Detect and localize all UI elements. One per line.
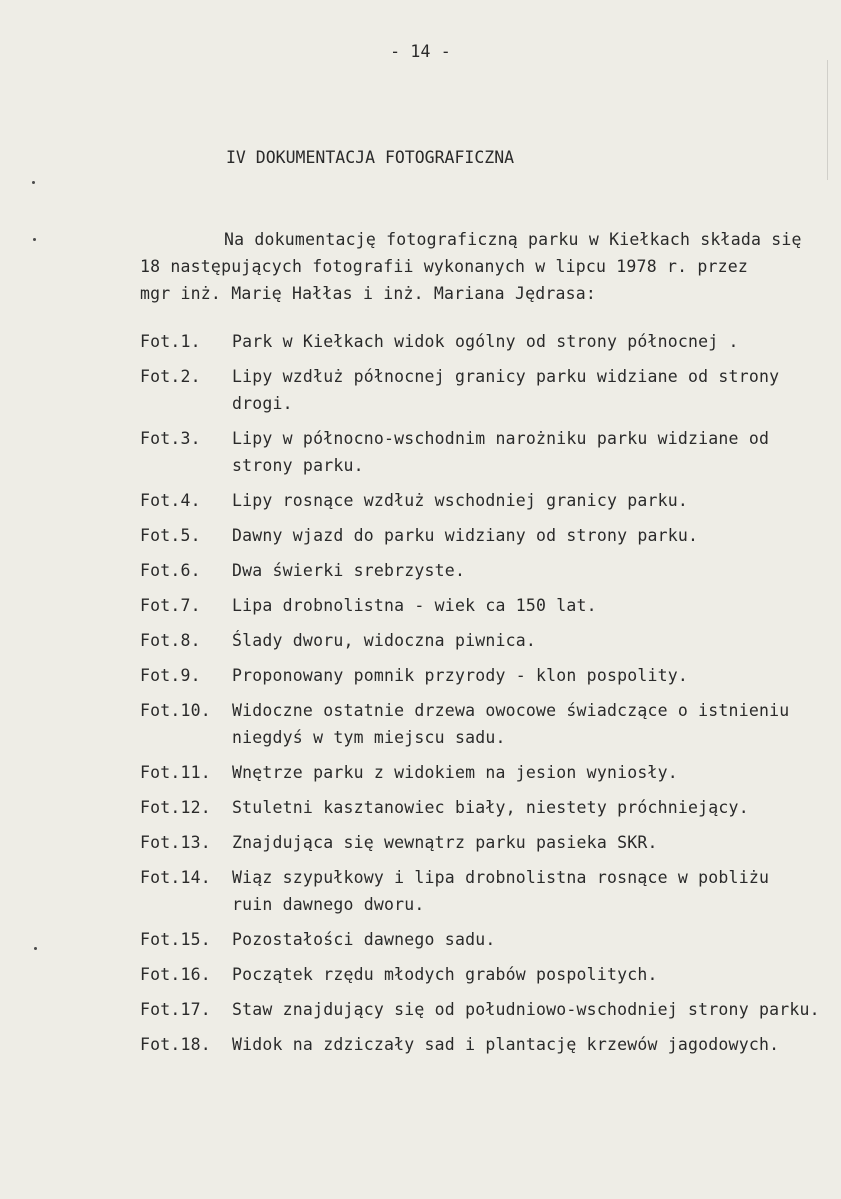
photo-label: Fot.12. xyxy=(140,798,211,817)
photo-item xyxy=(140,961,836,988)
photo-item xyxy=(140,794,836,821)
photo-label: Fot.16. xyxy=(140,965,211,984)
photo-label: Fot.1. xyxy=(140,332,201,351)
photo-label: Fot.18. xyxy=(140,1035,211,1054)
photo-item xyxy=(140,328,836,355)
photo-description-line: Widoczne ostatnie drzewa owocowe świadczące o istnieniu xyxy=(232,701,790,720)
photo-label: Fot.10. xyxy=(140,701,211,720)
photo-label: Fot.8. xyxy=(140,631,201,650)
photo-label: Fot.3. xyxy=(140,429,201,448)
photo-description xyxy=(232,926,836,953)
photo-description-line: Stuletni kasztanowiec biały, niestety próchniejący. xyxy=(232,798,749,817)
photo-description-line: Lipy wzdłuż północnej granicy parku widziane od strony xyxy=(232,367,780,386)
intro-paragraph xyxy=(140,226,830,307)
photo-description-line: Dwa świerki srebrzyste. xyxy=(232,561,466,580)
photo-item xyxy=(140,557,836,584)
photo-description-line: Lipy w północno-wschodnim narożniku parku widziane od xyxy=(232,429,770,448)
photo-item xyxy=(140,864,836,918)
page-number: - 14 - xyxy=(390,42,451,61)
intro-line: mgr inż. Marię Hałłas i inż. Mariana Jędrasa: xyxy=(140,284,597,303)
photo-label: Fot.7. xyxy=(140,596,201,615)
photo-description xyxy=(232,1031,836,1058)
photo-description xyxy=(232,961,836,988)
photo-label: Fot.6. xyxy=(140,561,201,580)
photo-item xyxy=(140,592,836,619)
photo-description xyxy=(232,794,836,821)
photo-description xyxy=(232,487,836,514)
photo-description-line: Park w Kiełkach widok ogólny od strony północnej . xyxy=(232,332,739,351)
photo-label: Fot.2. xyxy=(140,367,201,386)
photo-description xyxy=(232,328,836,355)
photo-description xyxy=(232,557,836,584)
photo-item xyxy=(140,829,836,856)
photo-item xyxy=(140,1031,836,1058)
photo-description xyxy=(232,363,836,417)
photo-description-line: Widok na zdziczały sad i plantację krzewów jagodowych. xyxy=(232,1035,780,1054)
photo-description-line: niegdyś w tym miejscu sadu. xyxy=(232,728,506,747)
photo-label: Fot.14. xyxy=(140,868,211,887)
photo-label: Fot.13. xyxy=(140,833,211,852)
section-title: IV DOKUMENTACJA FOTOGRAFICZNA xyxy=(226,148,515,167)
photo-label: Fot.9. xyxy=(140,666,201,685)
photo-item xyxy=(140,627,836,654)
photo-item xyxy=(140,487,836,514)
photo-item xyxy=(140,522,836,549)
photo-description xyxy=(232,662,836,689)
photo-description-line: Wnętrze parku z widokiem na jesion wyniosły. xyxy=(232,763,678,782)
photo-description-line: Początek rzędu młodych grabów pospolitych. xyxy=(232,965,658,984)
paper-crease-mark xyxy=(827,60,828,180)
photo-description xyxy=(232,759,836,786)
intro-line: Na dokumentację fotograficzną parku w Kiełkach składa się xyxy=(224,230,802,249)
photo-list xyxy=(140,328,836,1066)
photo-item xyxy=(140,662,836,689)
photo-item xyxy=(140,759,836,786)
photo-description xyxy=(232,627,836,654)
photo-description-line: Dawny wjazd do parku widziany od strony parku. xyxy=(232,526,699,545)
left-margin-mark xyxy=(33,238,36,241)
photo-description-line: strony parku. xyxy=(232,456,364,475)
photo-description-line: Staw znajdujący się od południowo-wschodniej strony parku. xyxy=(232,1000,820,1019)
photo-description-line: Znajdująca się wewnątrz parku pasieka SKR. xyxy=(232,833,658,852)
photo-description-line: Proponowany pomnik przyrody - klon pospolity. xyxy=(232,666,689,685)
photo-description xyxy=(232,592,836,619)
left-margin-mark xyxy=(32,181,35,184)
photo-description-line: drogi. xyxy=(232,394,293,413)
photo-description-line: Lipy rosnące wzdłuż wschodniej granicy parku. xyxy=(232,491,689,510)
photo-description xyxy=(232,425,836,479)
photo-item xyxy=(140,363,836,417)
photo-description xyxy=(232,996,836,1023)
photo-description-line: Wiąz szypułkowy i lipa drobnolistna rosnące w pobliżu xyxy=(232,868,770,887)
photo-item xyxy=(140,697,836,751)
photo-label: Fot.17. xyxy=(140,1000,211,1019)
photo-label: Fot.11. xyxy=(140,763,211,782)
photo-description-line: Pozostałości dawnego sadu. xyxy=(232,930,496,949)
photo-description-line: Lipa drobnolistna - wiek ca 150 lat. xyxy=(232,596,597,615)
photo-description-line: ruin dawnego dworu. xyxy=(232,895,425,914)
photo-description xyxy=(232,864,836,918)
photo-label: Fot.4. xyxy=(140,491,201,510)
photo-label: Fot.15. xyxy=(140,930,211,949)
intro-line: 18 następujących fotografii wykonanych w lipcu 1978 r. przez xyxy=(140,257,749,276)
photo-description-line: Ślady dworu, widoczna piwnica. xyxy=(232,631,537,650)
photo-item xyxy=(140,425,836,479)
photo-description xyxy=(232,522,836,549)
photo-description xyxy=(232,697,836,751)
photo-item xyxy=(140,926,836,953)
left-margin-mark xyxy=(34,947,37,950)
photo-description xyxy=(232,829,836,856)
photo-item xyxy=(140,996,836,1023)
photo-label: Fot.5. xyxy=(140,526,201,545)
